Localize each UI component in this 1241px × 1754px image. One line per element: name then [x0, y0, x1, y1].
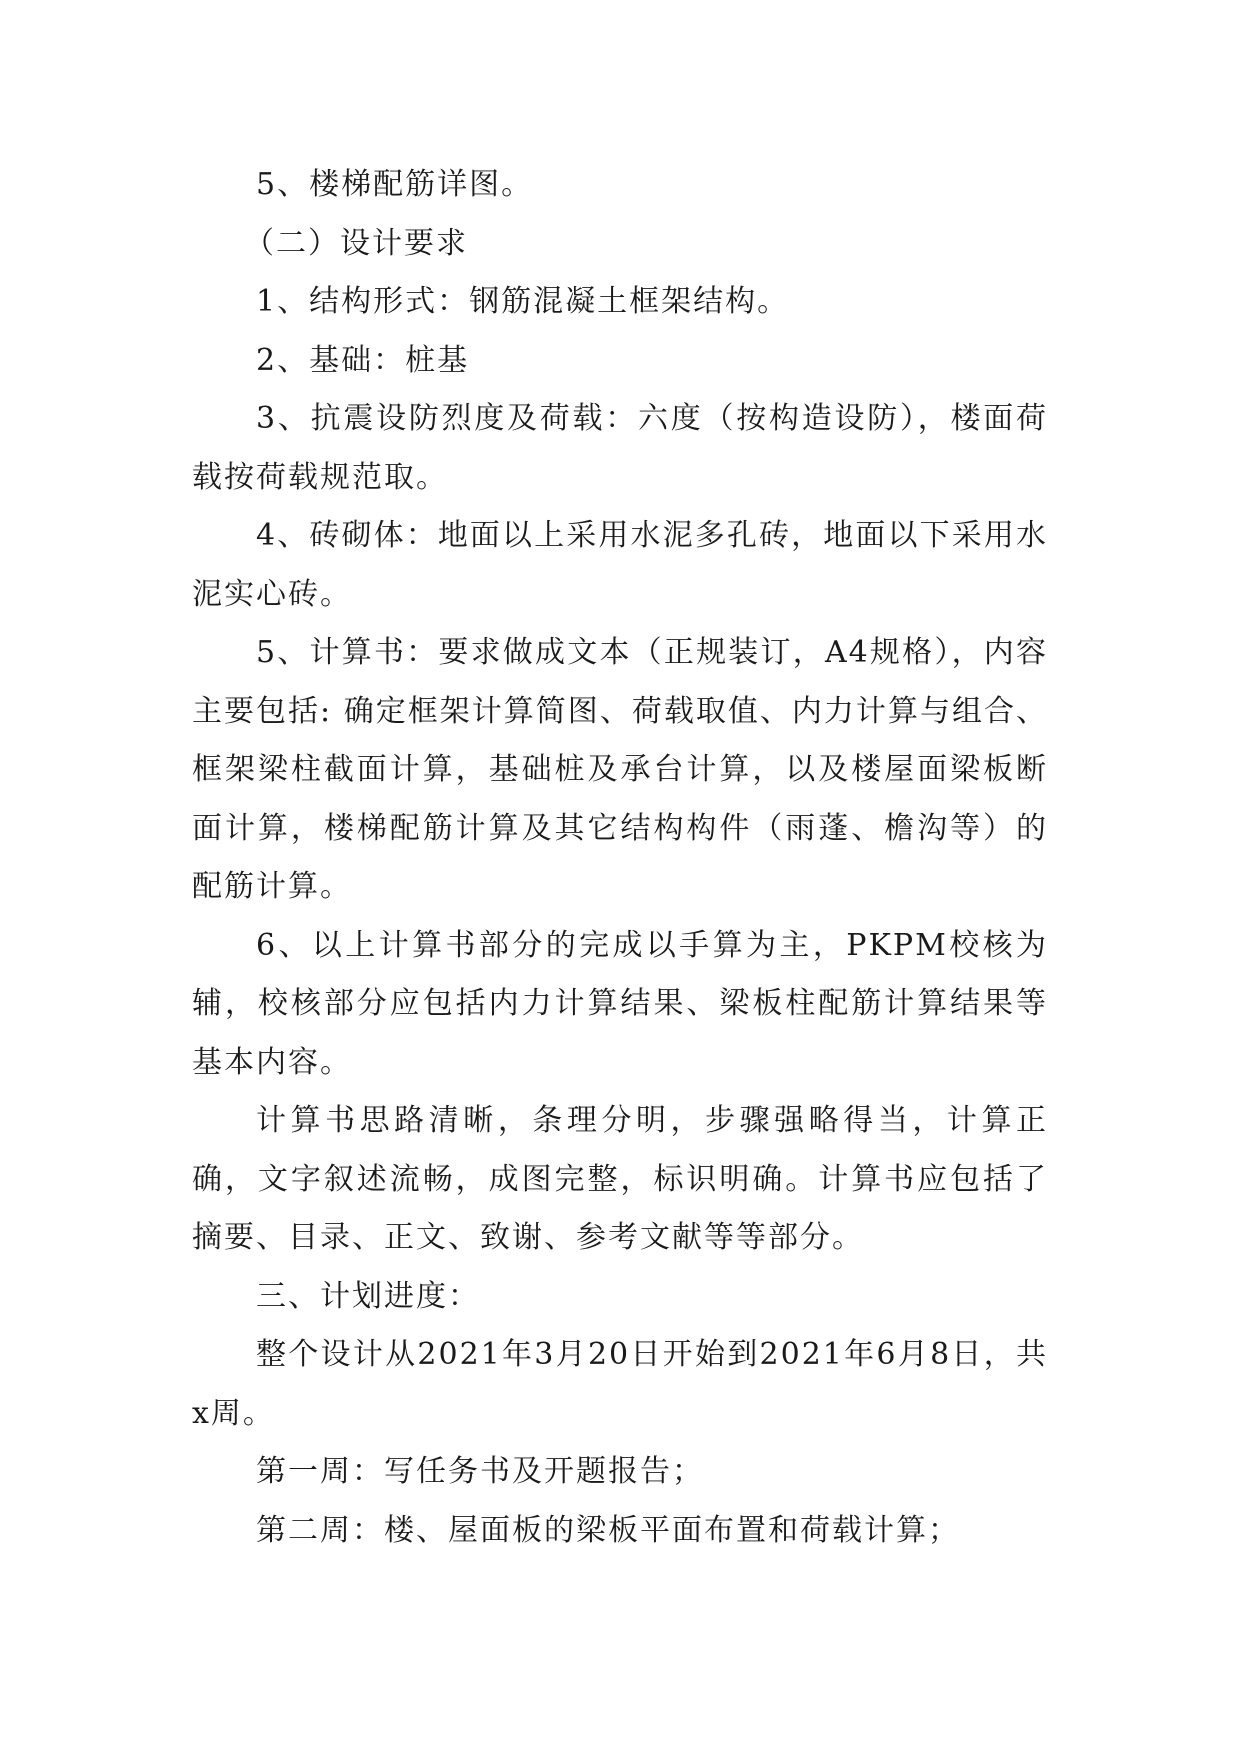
paragraph-schedule-range: 整个设计从2021年3月20日开始到2021年6月8日，共x周。 [192, 1337, 1048, 1431]
paragraph-pkpm-check: 6、以上计算书部分的完成以手算为主，PKPM校核为辅，校核部分应包括内力计算结果、梁板柱配筋计算结果等基本内容。 [192, 927, 1048, 1080]
paragraph-stair-detail: 5、楼梯配筋详图。 [256, 167, 534, 202]
paragraph-quality-requirements: 计算书思路清晰，条理分明，步骤强略得当，计算正确，文字叙述流畅，成图完整，标识明确。计算书应包括了摘要、目录、正文、致谢、参考文献等等部分。 [192, 1103, 1048, 1255]
document-body [192, 156, 1048, 1560]
paragraph-seismic-load: 3、抗震设防烈度及荷载：六度（按构造设防），楼面荷载按荷载规范取。 [192, 401, 1048, 495]
paragraph-week-one: 第一周：写任务书及开题报告； [256, 1454, 704, 1489]
section-heading-schedule: 三、计划进度： [256, 1278, 480, 1314]
paragraph-week-two: 第二周：楼、屋面板的梁板平面布置和荷载计算； [256, 1512, 960, 1548]
section-heading-design-requirements: （二）设计要求 [244, 225, 468, 261]
paragraph-masonry: 4、砖砌体：地面以上采用水泥多孔砖，地面以下采用水泥实心砖。 [192, 518, 1048, 612]
paragraph-calculation-book: 5、计算书：要求做成文本（正规装订，A4规格），内容主要包括: 确定框架计算简图、荷载取值、内力计算与组合、框架梁柱截面计算，基础桩及承台计算，以及楼屋面梁板断面计算，楼梯配筋计算及其它结构构件（雨蓬、檐沟等）的配筋计算。 [192, 635, 1048, 904]
paragraph-foundation: 2、基础：桩基 [256, 342, 470, 378]
paragraph-structure-form: 1、结构形式：钢筋混凝土框架结构。 [256, 284, 790, 319]
